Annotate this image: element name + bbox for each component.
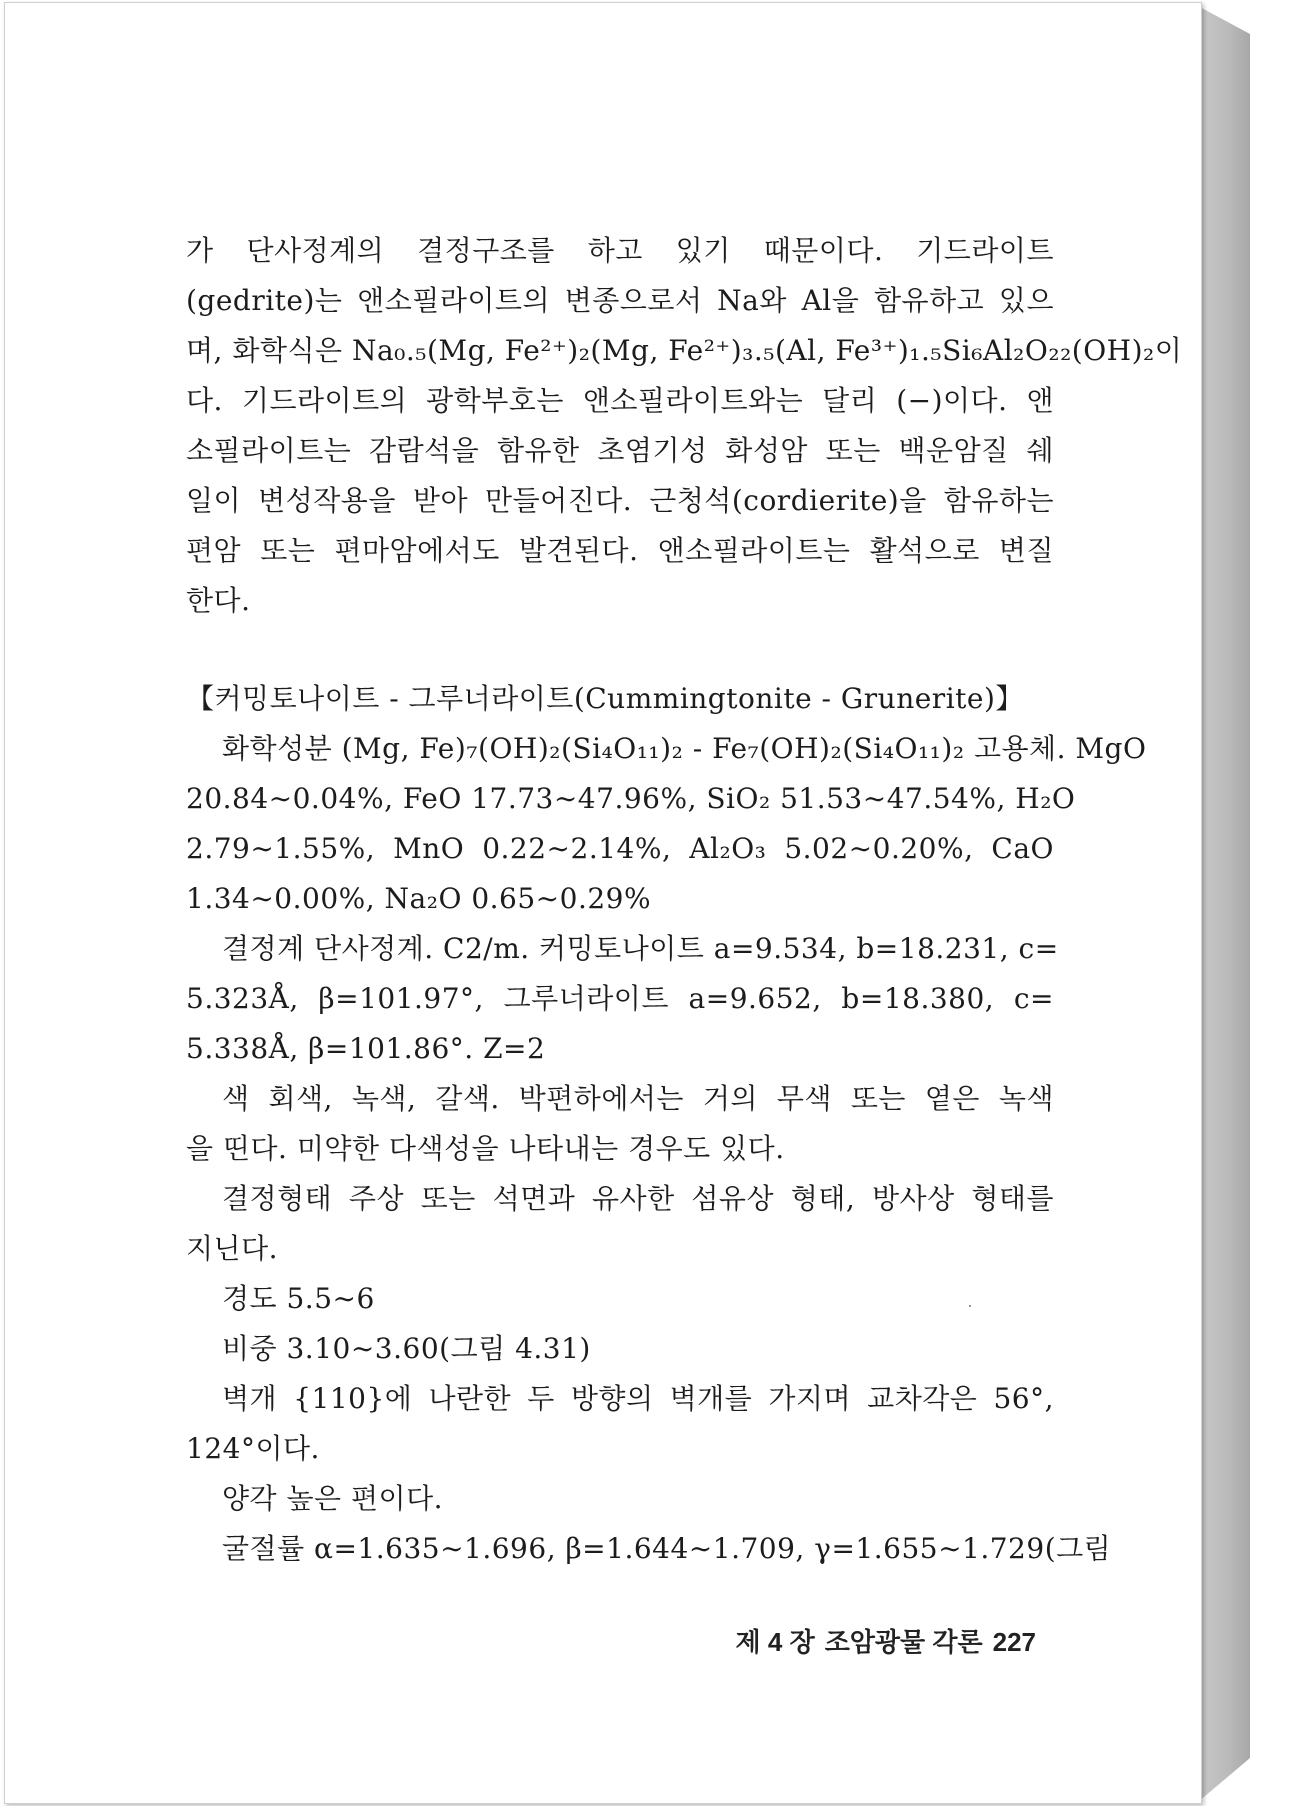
- refractive-index-line: 굴절률 α=1.635∼1.696, β=1.644∼1.709, γ=1.655∼1.729(그림: [222, 1532, 1112, 1565]
- page-number: 227: [992, 1627, 1036, 1657]
- text-line: 1.34∼0.00%, Na₂O 0.65∼0.29%: [186, 882, 652, 915]
- text-line: 을 띤다. 미약한 다색성을 나타내는 경우도 있다.: [186, 1132, 785, 1165]
- text-line: 며, 화학식은 Na₀.₅(Mg, Fe²⁺)₂(Mg, Fe²⁺)₃.₅(Al, Fe³⁺)₁.₅Si₆Al₂O₂₂(OH)₂이: [186, 334, 1183, 367]
- section-heading: 【커밍토나이트 - 그루너라이트(Cummingtonite - Grunerite)】: [186, 682, 1024, 715]
- color-paragraph: [186, 1074, 1054, 1174]
- crystal-system-paragraph: [186, 924, 1059, 1074]
- text-line: 편암 또는 편마암에서도 발견된다. 앤소필라이트는 활석으로 변질: [186, 534, 1054, 567]
- text-line: 결정계 단사정계. C2/m. 커밍토나이트 a=9.534, b=18.231, c=: [222, 932, 1059, 965]
- habit-paragraph: [186, 1174, 1054, 1274]
- text-line: 결정형태 주상 또는 석면과 유사한 섬유상 형태, 방사상 형태를: [222, 1182, 1054, 1215]
- paragraph-anthophyllite: [186, 226, 1183, 626]
- text-line: 벽개 {110}에 나란한 두 방향의 벽개를 가지며 교차각은 56°,: [222, 1382, 1054, 1415]
- chemistry-paragraph: [186, 724, 1147, 924]
- text-line: 한다.: [186, 584, 251, 617]
- text-line: 124°이다.: [186, 1432, 320, 1465]
- text-line: 일이 변성작용을 받아 만들어진다. 근청석(cordierite)을 함유하는: [186, 484, 1054, 517]
- chapter-label: 제 4 장: [735, 1627, 815, 1657]
- text-line: (gedrite)는 앤소필라이트의 변종으로서 Na와 Al을 함유하고 있으: [186, 284, 1054, 317]
- cleavage-paragraph: [186, 1374, 1054, 1474]
- text-line: 5.338Å, β=101.86°. Z=2: [186, 1032, 546, 1065]
- text-line: 색 회색, 녹색, 갈색. 박편하에서는 거의 무색 또는 옅은 녹색: [222, 1082, 1054, 1115]
- relief-line: 양각 높은 편이다.: [222, 1482, 444, 1515]
- text-line: 2.79∼1.55%, MnO 0.22∼2.14%, Al₂O₃ 5.02∼0.20%, CaO: [186, 832, 1054, 865]
- text-line: 지닌다.: [186, 1232, 279, 1265]
- text-line: 20.84∼0.04%, FeO 17.73∼47.96%, SiO₂ 51.53∼47.54%, H₂O: [186, 782, 1076, 815]
- text-line: 소필라이트는 감람석을 함유한 초염기성 화성암 또는 백운암질 쉐: [186, 434, 1054, 467]
- page-text: [186, 226, 1183, 1574]
- text-line: 화학성분 (Mg, Fe)₇(OH)₂(Si₄O₁₁)₂ - Fe₇(OH)₂(Si₄O₁₁)₂ 고용체. MgO: [222, 732, 1147, 765]
- book-edge: [1198, 6, 1250, 1802]
- text-line: 5.323Å, β=101.97°, 그루너라이트 a=9.652, b=18.380, c=: [186, 982, 1054, 1015]
- page-footer: [706, 1622, 1036, 1659]
- chapter-title: 조암광물 각론: [824, 1627, 983, 1657]
- text-line: 가 단사정계의 결정구조를 하고 있기 때문이다. 기드라이트: [186, 234, 1054, 267]
- specific-gravity-line: 비중 3.10∼3.60(그림 4.31): [222, 1332, 591, 1365]
- hardness-line: 경도 5.5∼6: [222, 1282, 375, 1315]
- text-line: 다. 기드라이트의 광학부호는 앤소필라이트와는 달리 (−)이다. 앤: [186, 384, 1054, 417]
